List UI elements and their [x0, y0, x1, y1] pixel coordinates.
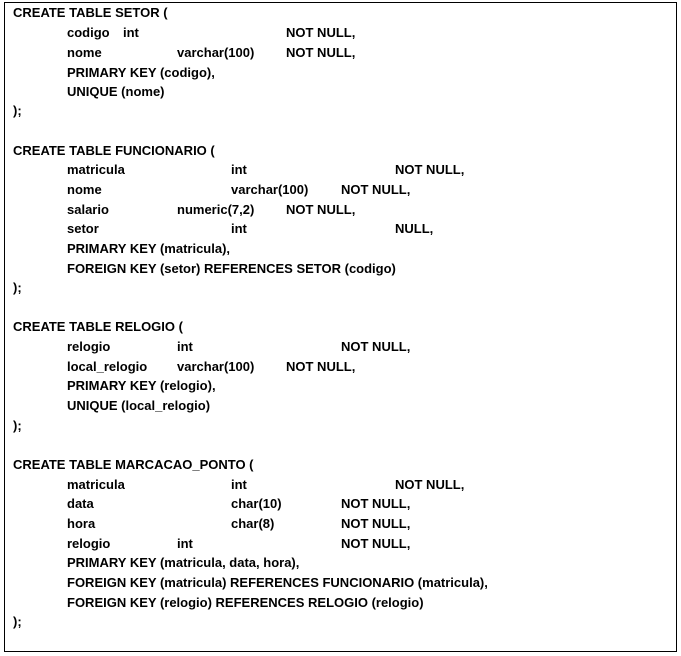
column-constraint: NOT NULL, — [341, 536, 411, 551]
column-constraint: NOT NULL, — [341, 339, 411, 354]
column-constraint: NOT NULL, — [341, 182, 411, 197]
column-type: numeric(7,2) — [177, 202, 255, 217]
column-name: matricula — [67, 477, 125, 492]
column-constraint: NOT NULL, — [286, 202, 356, 217]
create-table-header: CREATE TABLE RELOGIO ( — [13, 319, 183, 334]
column-constraint: NOT NULL, — [286, 359, 356, 374]
create-table-header: CREATE TABLE FUNCIONARIO ( — [13, 143, 215, 158]
key-constraint: FOREIGN KEY (matricula) REFERENCES FUNCIONARIO (matricula), — [67, 575, 488, 590]
column-type: int — [231, 477, 247, 492]
column-type: varchar(100) — [177, 45, 255, 60]
column-type: char(8) — [231, 516, 275, 531]
table-close: ); — [13, 418, 22, 433]
column-name: hora — [67, 516, 96, 531]
column-name: salario — [67, 202, 109, 217]
column-name: relogio — [67, 339, 111, 354]
column-name: local_relogio — [67, 359, 148, 374]
column-type: int — [123, 25, 139, 40]
column-name: nome — [67, 182, 102, 197]
create-table-header: CREATE TABLE SETOR ( — [13, 5, 168, 20]
column-type: varchar(100) — [177, 359, 255, 374]
key-constraint: UNIQUE (nome) — [67, 84, 165, 99]
column-constraint: NOT NULL, — [341, 496, 411, 511]
column-type: int — [231, 162, 247, 177]
column-type: char(10) — [231, 496, 282, 511]
column-type: int — [177, 536, 193, 551]
table-close: ); — [13, 280, 22, 295]
key-constraint: PRIMARY KEY (relogio), — [67, 378, 216, 393]
column-name: data — [67, 496, 94, 511]
table-close: ); — [13, 614, 22, 629]
column-name: matricula — [67, 162, 125, 177]
column-type: int — [177, 339, 193, 354]
key-constraint: UNIQUE (local_relogio) — [67, 398, 211, 413]
column-name: codigo — [67, 25, 110, 40]
column-name: setor — [67, 221, 99, 236]
column-type: int — [231, 221, 247, 236]
column-constraint: NOT NULL, — [395, 477, 465, 492]
column-constraint: NULL, — [395, 221, 434, 236]
column-name: relogio — [67, 536, 111, 551]
key-constraint: PRIMARY KEY (matricula, data, hora), — [67, 555, 300, 570]
create-table-header: CREATE TABLE MARCACAO_PONTO ( — [13, 457, 254, 472]
key-constraint: PRIMARY KEY (codigo), — [67, 65, 215, 80]
column-name: nome — [67, 45, 102, 60]
column-type: varchar(100) — [231, 182, 309, 197]
column-constraint: NOT NULL, — [286, 45, 356, 60]
key-constraint: PRIMARY KEY (matricula), — [67, 241, 231, 256]
column-constraint: NOT NULL, — [341, 516, 411, 531]
column-constraint: NOT NULL, — [395, 162, 465, 177]
key-constraint: FOREIGN KEY (relogio) REFERENCES RELOGIO (relogio) — [67, 595, 424, 610]
key-constraint: FOREIGN KEY (setor) REFERENCES SETOR (codigo) — [67, 261, 396, 276]
sql-document-frame — [4, 2, 677, 652]
table-close: ); — [13, 103, 22, 118]
column-constraint: NOT NULL, — [286, 25, 356, 40]
